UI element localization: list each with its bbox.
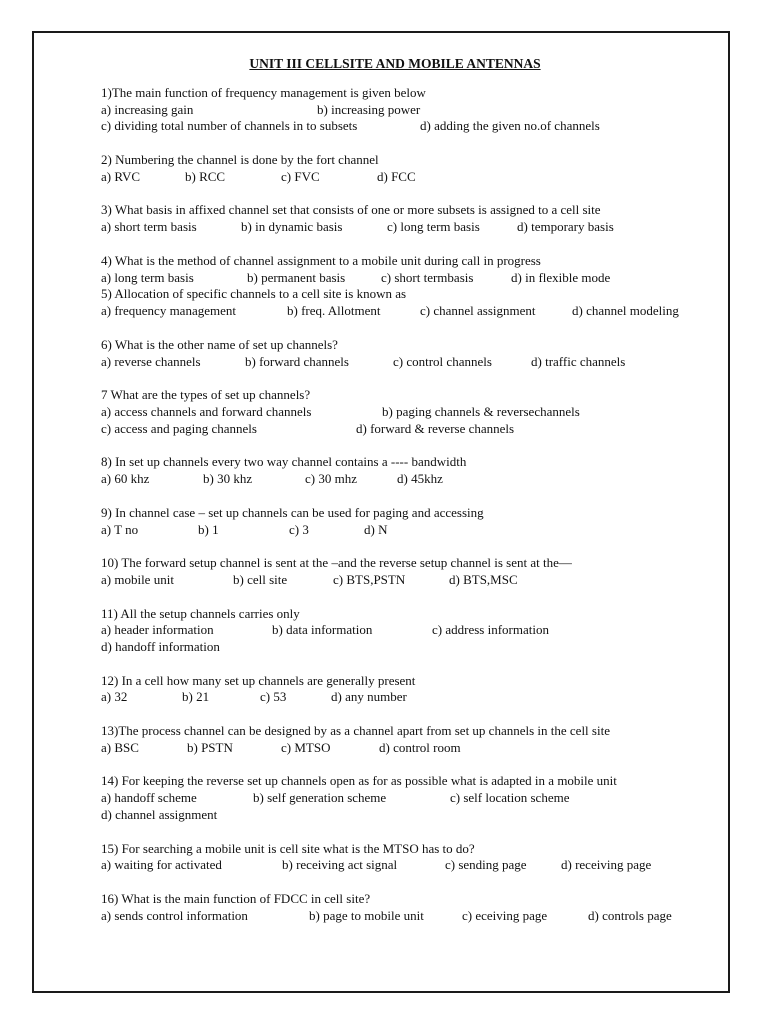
question-text: 1)The main function of frequency management is given below [101,84,426,100]
option-row [101,807,721,824]
option-c: c) short termbasis [381,269,474,285]
option-c: c) 30 mhz [305,471,357,487]
question-3 [101,202,721,236]
option-c: c) access and paging channels [101,420,257,436]
option-a: a) BSC [101,739,139,755]
option-row [101,354,721,371]
option-c: c) control channels [393,353,492,369]
question-2 [101,152,721,186]
option-row [101,303,721,320]
question-text: 8) In set up channels every two way channel contains a ---- bandwidth [101,454,467,470]
question-text: 5) Allocation of specific channels to a cell site is known as [101,286,407,302]
option-d: d) traffic channels [531,353,626,369]
option-b: b) RCC [185,168,226,184]
option-a: a) header information [101,622,214,638]
option-d: d) any number [331,689,407,705]
question-16 [101,891,721,925]
option-b: b) paging channels & reversechannels [382,403,580,419]
question-text: 14) For keeping the reverse set up channels open as for as possible what is adapted in a mobile unit [101,773,617,789]
option-c: c) eceiving page [462,907,548,923]
option-c: c) address information [432,622,549,638]
option-a: a) 60 khz [101,471,150,487]
question-11 [101,606,721,656]
question-1 [101,85,721,135]
option-b: b) 30 khz [203,471,253,487]
option-row [101,404,721,421]
option-a: a) sends control information [101,907,248,923]
option-row [101,622,721,639]
option-d: d) receiving page [561,857,652,873]
option-d: d) control room [379,739,461,755]
option-a: a) access channels and forward channels [101,403,312,419]
option-row [101,639,721,656]
question-text: 16) What is the main function of FDCC in cell site? [101,891,371,907]
option-b: b) permanent basis [247,269,346,285]
option-d: d) handoff information [101,639,220,655]
option-row [101,790,721,807]
question-text: 4) What is the method of channel assignment to a mobile unit during call in progress [101,252,541,268]
option-d: d) FCC [377,168,416,184]
option-row [101,857,721,874]
question-text: 13)The process channel can be designed by as a channel apart from set up channels in the cell site [101,723,610,739]
option-b: b) freq. Allotment [287,303,381,319]
option-c: c) long term basis [387,219,480,235]
question-6 [101,337,721,371]
option-a: a) frequency management [101,303,236,319]
option-c: c) dividing total number of channels in to subsets [101,118,358,134]
question-7 [101,387,721,437]
option-a: a) increasing gain [101,101,194,117]
option-c: c) 3 [289,521,309,537]
option-d: d) controls page [588,907,672,923]
question-15 [101,841,721,875]
document-title: UNIT III CELLSITE AND MOBILE ANTENNAS [249,56,541,71]
option-row [101,270,721,287]
option-b: b) 21 [182,689,210,705]
option-d: d) in flexible mode [511,269,611,285]
option-b: b) cell site [233,571,288,587]
option-b: b) 1 [198,521,219,537]
question-13 [101,723,721,757]
option-c: c) BTS,PSTN [333,571,406,587]
option-b: b) forward channels [245,353,349,369]
option-a: a) reverse channels [101,353,201,369]
option-c: c) self location scheme [450,790,570,806]
question-14 [101,773,721,823]
question-text: 10) The forward setup channel is sent at the –and the reverse setup channel is sent at the— [101,555,572,571]
question-text: 9) In channel case – set up channels can be used for paging and accessing [101,504,484,520]
option-d: d) adding the given no.of channels [420,118,600,134]
option-c: c) MTSO [281,739,331,755]
option-c: c) 53 [260,689,287,705]
option-row [101,169,721,186]
option-c: c) FVC [281,168,320,184]
option-row [101,689,721,706]
option-b: b) data information [272,622,373,638]
option-b: b) page to mobile unit [309,907,424,923]
option-d: d) forward & reverse channels [356,420,515,436]
question-text: 6) What is the other name of set up channels? [101,336,338,352]
option-row [101,908,721,925]
option-d: d) channel assignment [101,807,218,823]
option-b: b) increasing power [317,101,421,117]
option-c: c) sending page [445,857,527,873]
option-row [101,522,721,539]
question-text: 7 What are the types of set up channels? [101,387,311,403]
option-d: d) temporary basis [517,219,614,235]
question-text: 3) What basis in affixed channel set that consists of one or more subsets is assigned to a cell site [101,202,601,218]
question-8 [101,454,721,488]
option-row [101,102,721,119]
question-10 [101,555,721,589]
option-row [101,471,721,488]
option-a: a) handoff scheme [101,790,197,806]
question-text: 15) For searching a mobile unit is cell site what is the MTSO has to do? [101,840,475,856]
option-a: a) short term basis [101,219,197,235]
question-text: 12) In a cell how many set up channels are generally present [101,672,416,688]
option-row [101,572,721,589]
option-b: b) PSTN [187,739,233,755]
option-row [101,219,721,236]
option-d: d) 45khz [397,471,443,487]
option-b: b) in dynamic basis [241,219,343,235]
question-5 [101,286,721,320]
option-a: a) mobile unit [101,571,174,587]
option-a: a) long term basis [101,269,194,285]
option-a: a) waiting for activated [101,857,222,873]
question-4 [101,253,721,287]
option-d: d) BTS,MSC [449,571,518,587]
question-12 [101,673,721,707]
option-d: d) channel modeling [572,303,679,319]
option-a: a) RVC [101,168,141,184]
option-d: d) N [364,521,388,537]
question-text: 11) All the setup channels carries only [101,605,300,621]
question-document [101,56,721,925]
option-b: b) self generation scheme [253,790,387,806]
option-c: c) channel assignment [420,303,536,319]
option-row [101,421,721,438]
question-text: 2) Numbering the channel is done by the fort channel [101,151,379,167]
option-a: a) T no [101,521,139,537]
question-9 [101,505,721,539]
option-row [101,740,721,757]
option-a: a) 32 [101,689,128,705]
option-row [101,118,721,135]
option-b: b) receiving act signal [282,857,398,873]
